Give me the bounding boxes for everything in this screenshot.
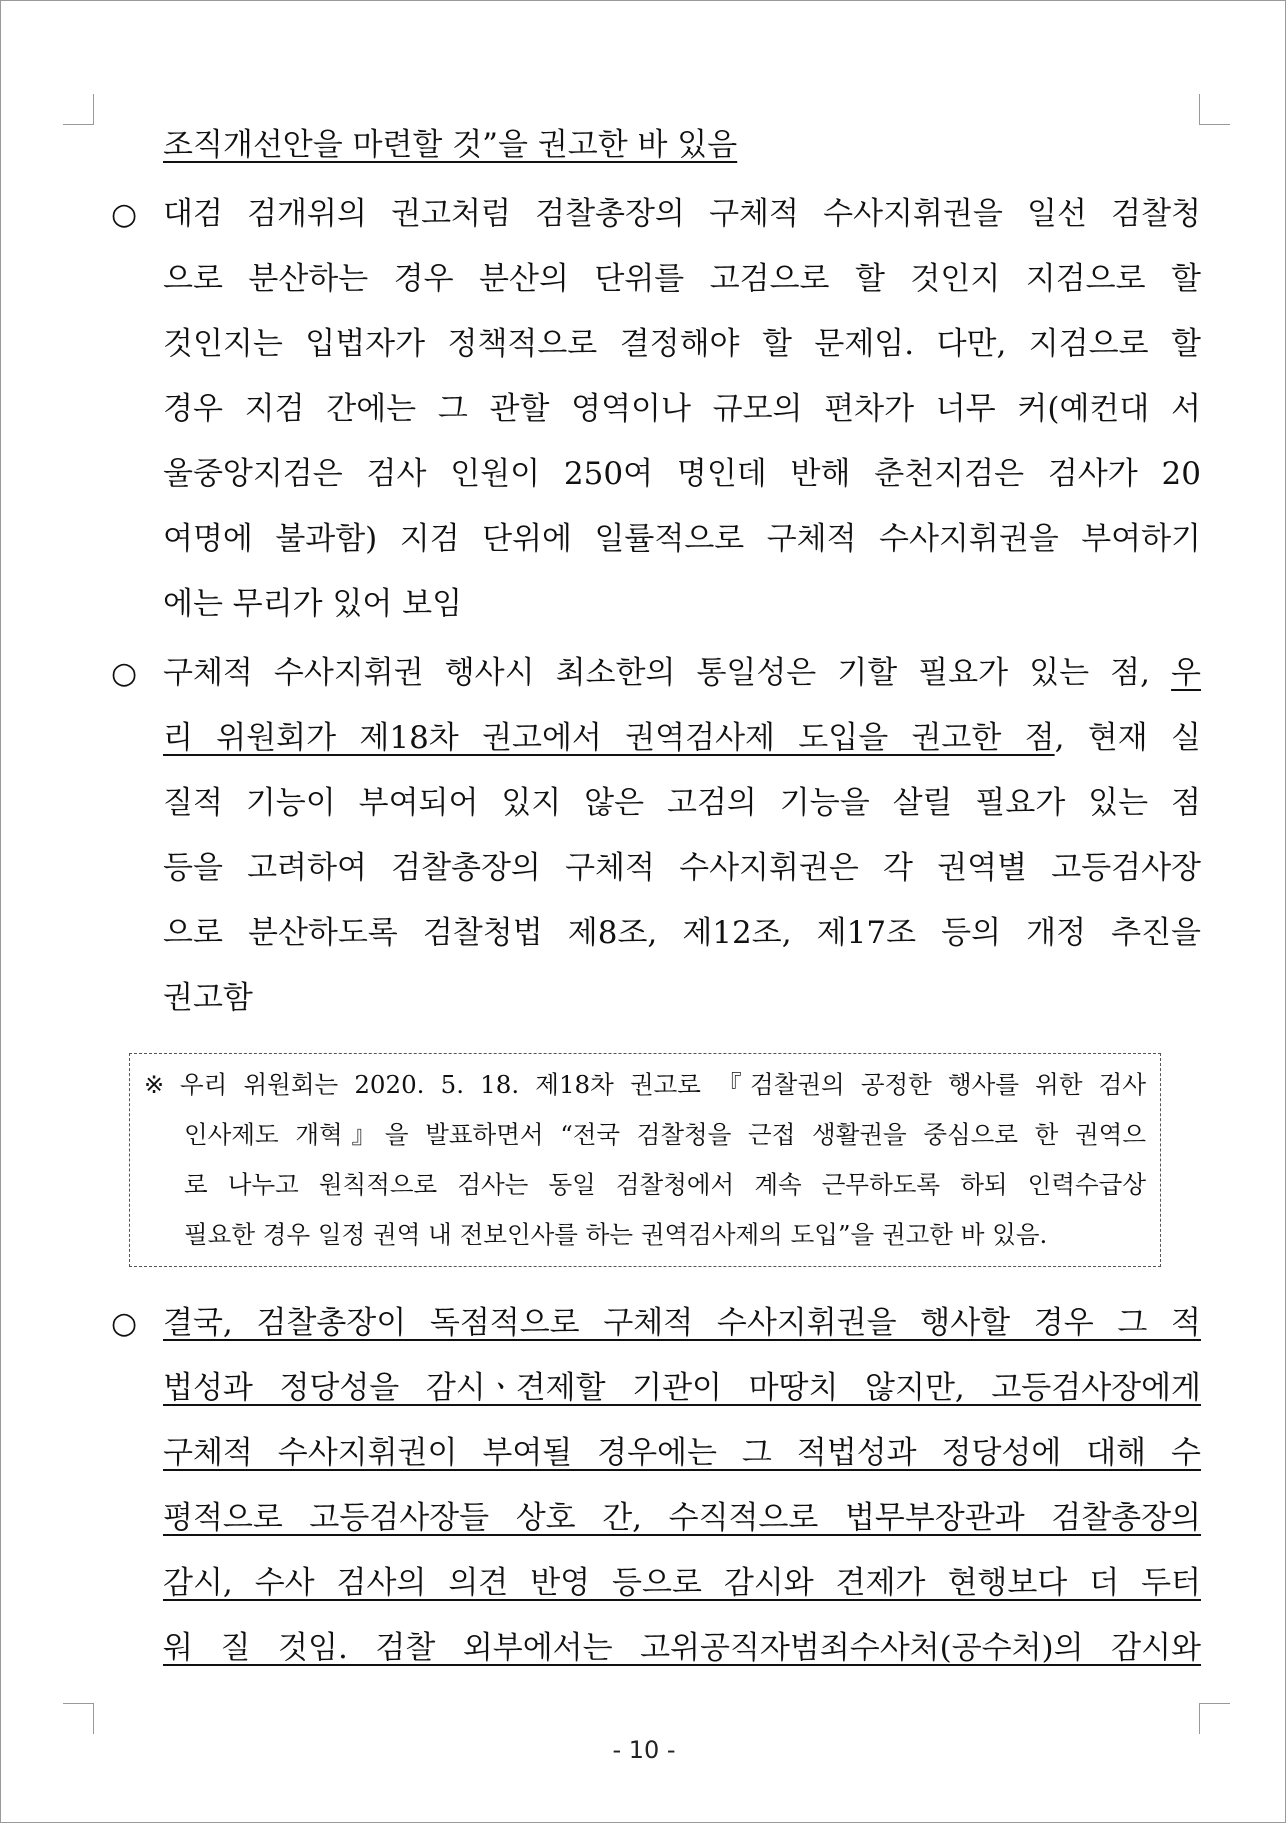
text-line <box>163 113 1201 178</box>
text-line: 권고함 <box>163 980 253 1016</box>
text-line: 으로 분산하도록 검찰청법 제8조, 제12조, 제17조 등의 개정 추진을 <box>163 915 1201 951</box>
circle-bullet-icon: ○ <box>111 197 138 232</box>
reference-mark-icon: ※ <box>144 1071 165 1099</box>
text-line <box>163 1616 1201 1681</box>
text-line: 경우 지검 간에는 그 관할 영역이나 규모의 편차가 너무 커(예컨대 서 <box>163 391 1201 427</box>
reference-note-box <box>129 1053 1161 1267</box>
crop-mark-top-left <box>63 94 94 125</box>
underlined-text: 조직개선안을 마련할 것”을 권고한 바 있음 <box>163 127 738 163</box>
underlined-text: 법성과 정당성을 감시ㆍ견제할 기관이 마땅치 않지만, 고등검사장에게 <box>163 1370 1201 1406</box>
crop-mark-bottom-right <box>1199 1703 1230 1734</box>
bullet-paragraph-2 <box>111 641 1201 1031</box>
bullet-paragraph-1 <box>111 182 1201 637</box>
underlined-text: 구체적 수사지휘권이 부여될 경우에는 그 적법성과 정당성에 대해 수 <box>163 1435 1201 1471</box>
underlined-text: 워 질 것임. 검찰 외부에서는 고위공직자범죄수사처(공수처)의 감시와 <box>163 1630 1201 1666</box>
continuation-paragraph <box>111 113 1201 178</box>
text-line: 울중앙지검은 검사 인원이 250여 명인데 반해 춘천지검은 검사가 20 <box>163 456 1201 492</box>
note-line: 필요한 경우 일정 권역 내 전보인사를 하는 권역검사제의 도입”을 권고한 바 있음. <box>184 1220 1048 1249</box>
circle-bullet-icon: ○ <box>111 1306 138 1341</box>
text-line: 것인지는 입법자가 정책적으로 결정해야 할 문제임. 다만, 지검으로 할 <box>163 326 1201 362</box>
underlined-text: 우 <box>1171 655 1201 691</box>
text-line: 에는 무리가 있어 보임 <box>163 586 463 622</box>
text-line: 등을 고려하여 검찰총장의 구체적 수사지휘권은 각 권역별 고등검사장 <box>163 850 1201 886</box>
text-line: 대검 검개위의 권고처럼 검찰총장의 구체적 수사지휘권을 일선 검찰청 <box>163 196 1201 232</box>
underlined-text: 리 위원회가 제18차 권고에서 권역검사제 도입을 권고한 점 <box>163 720 1055 756</box>
underlined-text: 결국, 검찰총장이 독점적으로 구체적 수사지휘권을 행사할 경우 그 적 <box>163 1305 1201 1341</box>
text-line <box>163 1356 1201 1421</box>
text-line: 으로 분산하는 경우 분산의 단위를 고검으로 할 것인지 지검으로 할 <box>163 261 1201 297</box>
text-line: 질적 기능이 부여되어 있지 않은 고검의 기능을 살릴 필요가 있는 점 <box>163 785 1201 821</box>
bullet-paragraph-3 <box>111 1291 1201 1681</box>
note-line: 우리 위원회는 2020. 5. 18. 제18차 권고로 『검찰권의 공정한 행사를 위한 검사 <box>180 1070 1146 1099</box>
circle-bullet-icon: ○ <box>111 656 138 691</box>
crop-mark-bottom-left <box>63 1703 94 1734</box>
note-line: 로 나누고 원칙적으로 검사는 동일 검찰청에서 계속 근무하도록 하되 인력수급상 <box>184 1170 1146 1199</box>
text-line <box>163 706 1201 771</box>
page-body <box>111 113 1201 1681</box>
text-segment: 구체적 수사지휘권 행사시 최소한의 통일성은 기할 필요가 있는 점, <box>163 655 1172 691</box>
text-line <box>163 1486 1201 1551</box>
text-line <box>163 1291 1201 1356</box>
text-line <box>163 1421 1201 1486</box>
crop-mark-top-right <box>1199 94 1230 125</box>
text-segment: , 현재 실 <box>1054 720 1201 756</box>
page-number: - 10 - <box>612 1736 676 1764</box>
note-line: 인사제도 개혁』을 발표하면서 “전국 검찰청을 근접 생활권을 중심으로 한 권역으 <box>184 1120 1146 1149</box>
text-line <box>163 641 1201 706</box>
text-line: 여명에 불과함) 지검 단위에 일률적으로 구체적 수사지휘권을 부여하기 <box>163 521 1201 557</box>
underlined-text: 감시, 수사 검사의 의견 반영 등으로 감시와 견제가 현행보다 더 두터 <box>163 1565 1201 1601</box>
underlined-text: 평적으로 고등검사장들 상호 간, 수직적으로 법무부장관과 검찰총장의 <box>163 1500 1201 1536</box>
text-line <box>163 1551 1201 1616</box>
